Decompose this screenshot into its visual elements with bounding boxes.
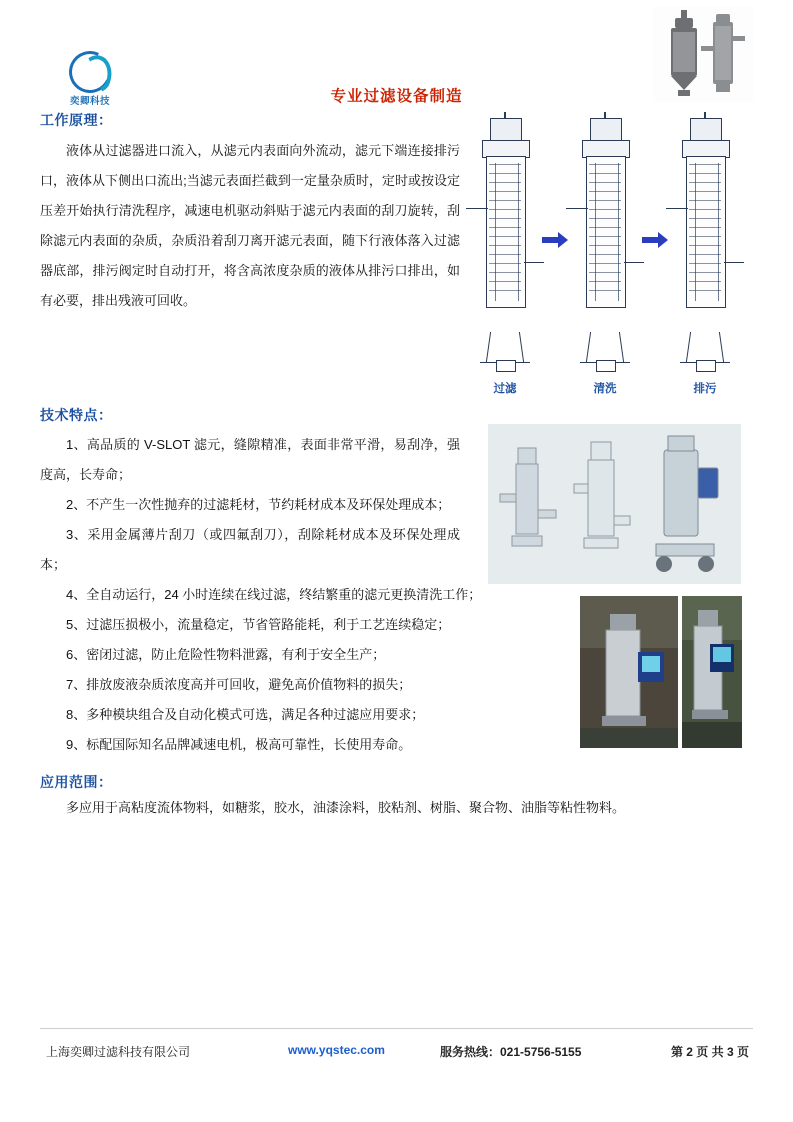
document-header: [40, 44, 753, 114]
site-install-photo-1-icon: [580, 596, 678, 748]
product-photo-equipment-group: [488, 424, 741, 584]
site-install-photo-2-icon: [682, 596, 742, 748]
principle-paragraph: 液体从过滤器进口流入，从滤元内表面向外流动，滤元下端连接排污口，液体从下侧出口流出;当滤元表面拦截到一定量杂质时，定时或按设定压差开始执行清洗程序，减速电机驱动斜贴于滤元内表面的刮刀旋转，刮除滤元内表面的杂质，杂质沿着刮刀离开滤元表面，随下行液体落入过滤器底部，排污阀定时自动打开，将含高浓度杂质的液体从排污口排出，如有必要，排出残液可回收。: [40, 143, 460, 308]
list-item: 8、多种模块组合及自动化模式可选，满足各种过滤应用要求；: [66, 707, 425, 722]
list-item: 3、采用金属薄片刮刀（或四氟刮刀），刮除耗材成本及环保处理成本；: [40, 527, 460, 572]
product-photo-top: [653, 6, 753, 102]
diagram-caption-filtration: 过滤: [493, 383, 517, 395]
list-item: 6、密闭过滤，防止危险性物料泄露，有利于安全生产；: [66, 647, 386, 662]
footer-hotline: 服务热线：021-5756-5155: [440, 1045, 582, 1059]
scope-paragraph: 多应用于高粘度流体物料，如糖浆，胶水，油漆涂料，胶粘剂、树脂、聚合物、油脂等粘性物料。: [66, 800, 626, 815]
footer-page-number: 第 2 页 共 3 页: [670, 1045, 749, 1059]
list-item: 4、全自动运行，24 小时连续在线过滤，终结繁重的滤元更换清洗工作；: [66, 587, 482, 602]
footer-company: 上海奕卿过滤科技有限公司: [46, 1045, 191, 1059]
equipment-group-photo-icon: [488, 424, 741, 584]
filter-vessel-photo-icon: [653, 6, 753, 102]
list-item: 1、高品质的 V-SLOT 滤元，缝隙精准，表面非常平滑，易刮净，强度高，长寿命；: [40, 437, 460, 482]
product-photo-site-install-2: [682, 596, 742, 748]
section-heading-principle: 工作原理：: [40, 112, 113, 128]
section-heading-scope: 应用范围：: [40, 774, 113, 790]
product-photo-site-install-1: [580, 596, 678, 748]
diagram-arrow-2: [642, 232, 668, 248]
diagram-arrow-1: [542, 232, 568, 248]
diagram-caption-cleaning: 清洗: [593, 383, 617, 395]
diagram-vessel-cleaning: [566, 112, 644, 374]
list-item: 9、标配国际知名品牌减速电机，极高可靠性，长使用寿命。: [66, 737, 412, 752]
diagram-vessel-filtration: [466, 112, 544, 374]
document-footer: [40, 1028, 753, 1068]
list-item: 2、不产生一次性抛弃的过滤耗材，节约耗材成本及环保处理成本；: [66, 497, 451, 512]
section-heading-features: 技术特点：: [40, 407, 113, 423]
process-diagram: [462, 112, 753, 402]
list-item: 7、排放废液杂质浓度高并可回收，避免高价值物料的损失；: [66, 677, 412, 692]
page-title: 专业过滤设备制造: [330, 88, 463, 105]
logo-text: 奕卿科技: [69, 96, 110, 107]
list-item: 5、过滤压损极小，流量稳定，节省管路能耗，利于工艺连续稳定；: [66, 617, 451, 632]
diagram-vessel-discharge: [666, 112, 744, 374]
diagram-caption-discharge: 排污: [693, 383, 717, 395]
footer-website-link[interactable]: www.yqstec.com: [288, 1043, 385, 1057]
